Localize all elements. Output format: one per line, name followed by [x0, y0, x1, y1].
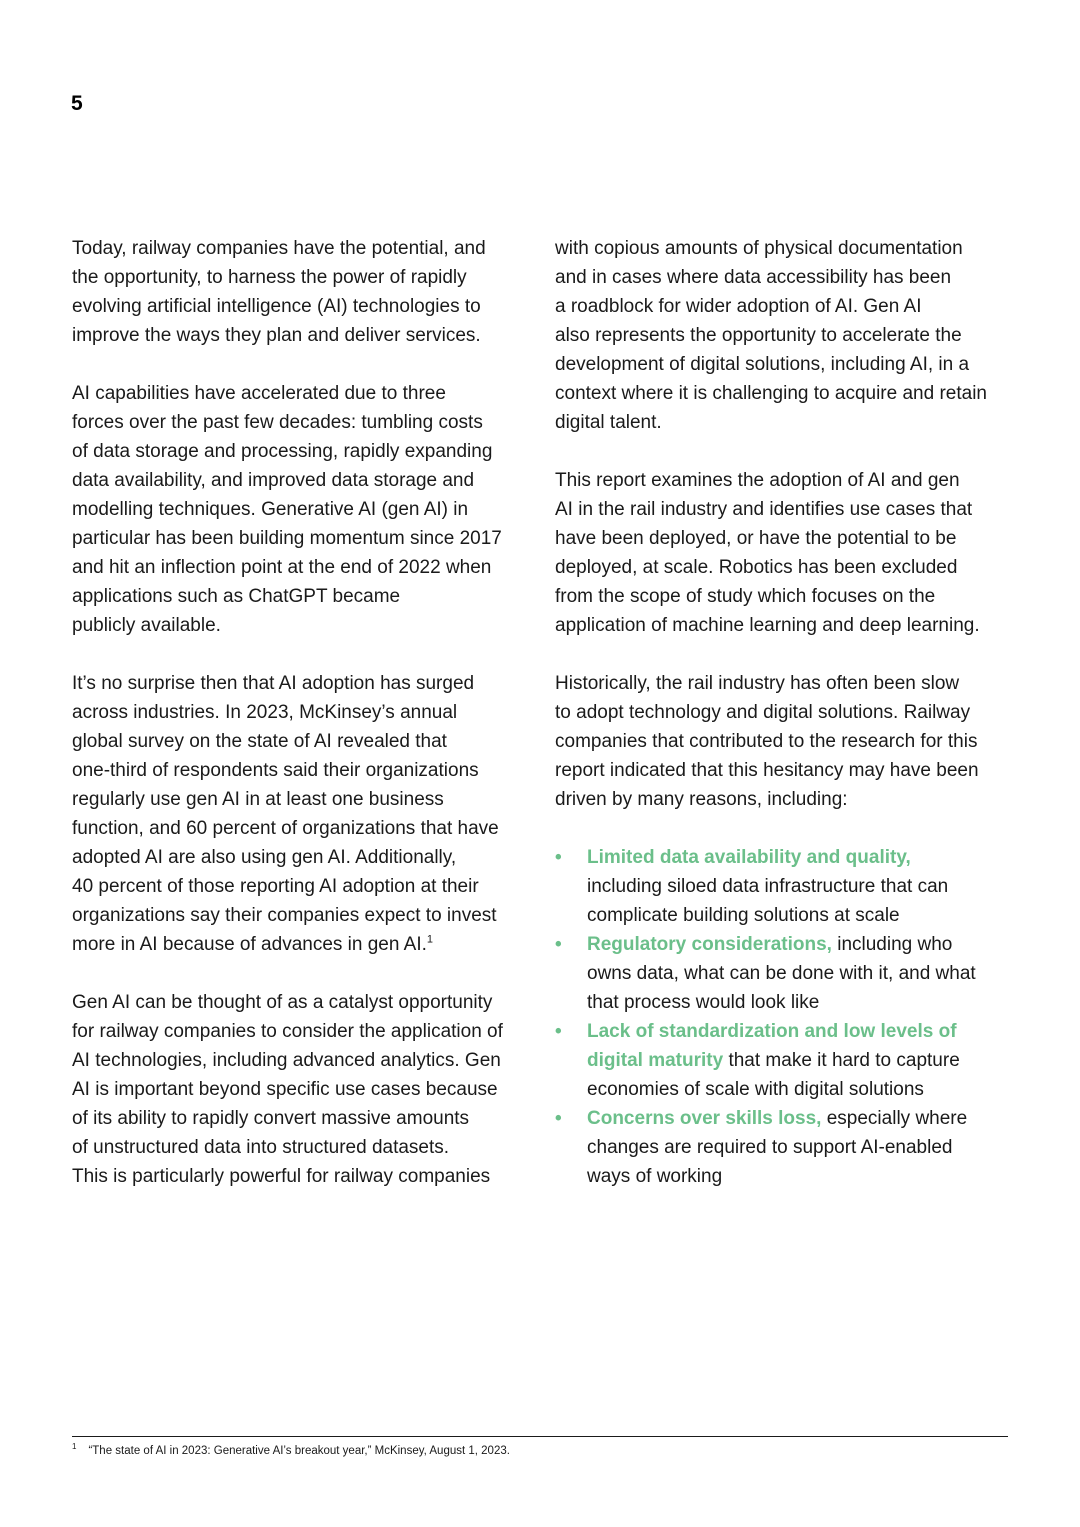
text-line — [587, 930, 1015, 959]
text-segment: more in AI because of advances in gen AI. — [72, 934, 427, 955]
text-line: owns data, what can be done with it, and what — [587, 963, 976, 984]
bullet-icon: • — [555, 934, 562, 955]
footnote — [72, 1440, 510, 1458]
text-line: changes are required to support AI-enabled — [587, 1137, 953, 1158]
text-line: report indicated that this hesitancy may have been — [555, 760, 979, 781]
footnote-reference[interactable]: 1 — [426, 933, 434, 946]
bullet-icon: • — [555, 847, 562, 868]
text-line: Gen AI can be thought of as a catalyst opportunity — [72, 992, 493, 1013]
bullet-highlight: Lack of standardization and low levels of — [587, 1021, 957, 1042]
text-line: organizations say their companies expect to invest — [72, 905, 497, 926]
text-segment: especially where — [821, 1108, 968, 1129]
text-line: This is particularly powerful for railway companies — [72, 1166, 491, 1187]
text-line: data availability, and improved data storage and — [72, 470, 475, 491]
text-line: function, and 60 percent of organizations that have — [72, 818, 499, 839]
bullet-item — [555, 1017, 1015, 1104]
text-line: across industries. In 2023, McKinsey’s annual — [72, 702, 458, 723]
footnote-text: “The state of AI in 2023: Generative AI’s breakout year,” McKinsey, August 1, 2023. — [88, 1444, 510, 1457]
text-line — [587, 1104, 1015, 1133]
text-line: for railway companies to consider the application of — [72, 1021, 503, 1042]
text-line: a roadblock for wider adoption of AI. Gen AI — [555, 296, 922, 317]
text-line: application of machine learning and deep learning. — [555, 615, 980, 636]
footnote-divider — [72, 1436, 1008, 1437]
text-line: forces over the past few decades: tumbling costs — [72, 412, 483, 433]
bullet-highlight: digital maturity — [587, 1050, 724, 1071]
text-line: of unstructured data into structured datasets. — [72, 1137, 450, 1158]
text-line: global survey on the state of AI revealed that — [72, 731, 447, 752]
text-line: particular has been building momentum since 2017 — [72, 528, 502, 549]
text-line: with copious amounts of physical documentation — [555, 238, 963, 259]
bullet-item — [555, 930, 1015, 1017]
text-line — [587, 843, 1015, 872]
right-paragraph-3 — [555, 669, 1015, 814]
text-line: publicly available. — [72, 615, 221, 636]
text-line: evolving artificial intelligence (AI) technologies to — [72, 296, 481, 317]
bullet-item — [555, 1104, 1015, 1191]
right-column — [555, 234, 1015, 1191]
left-paragraph-3 — [72, 669, 532, 959]
text-line — [72, 930, 532, 959]
text-segment: that make it hard to capture — [723, 1050, 960, 1071]
text-line: Historically, the rail industry has often been slow — [555, 673, 960, 694]
left-column — [72, 234, 532, 1220]
text-line: adopted AI are also using gen AI. Additionally, — [72, 847, 457, 868]
text-line: AI is important beyond specific use cases because — [72, 1079, 498, 1100]
right-paragraph-1 — [555, 234, 1015, 437]
left-paragraph-1 — [72, 234, 532, 350]
text-line: AI capabilities have accelerated due to three — [72, 383, 446, 404]
text-line: of its ability to rapidly convert massive amounts — [72, 1108, 470, 1129]
right-paragraph-2 — [555, 466, 1015, 640]
bullet-item — [555, 843, 1015, 930]
text-line: that process would look like — [587, 992, 820, 1013]
text-line: modelling techniques. Generative AI (gen AI) in — [72, 499, 469, 520]
text-line: have been deployed, or have the potential to be — [555, 528, 957, 549]
text-line: of data storage and processing, rapidly expanding — [72, 441, 493, 462]
text-line: context where it is challenging to acquire and retain — [555, 383, 987, 404]
bullet-highlight: Concerns over skills loss, — [587, 1108, 822, 1129]
text-line: AI technologies, including advanced analytics. Gen — [72, 1050, 501, 1071]
text-line: improve the ways they plan and deliver services. — [72, 325, 481, 346]
text-line: including siloed data infrastructure that can — [587, 876, 949, 897]
text-segment: including who — [831, 934, 953, 955]
text-line: deployed, at scale. Robotics has been excluded — [555, 557, 958, 578]
text-line: 40 percent of those reporting AI adoption at their — [72, 876, 479, 897]
text-line: the opportunity, to harness the power of rapidly — [72, 267, 467, 288]
text-line: and in cases where data accessibility has been — [555, 267, 952, 288]
text-line: This report examines the adoption of AI and gen — [555, 470, 960, 491]
bullet-highlight: Limited data availability and quality, — [587, 847, 911, 868]
text-line: development of digital solutions, including AI, in a — [555, 354, 970, 375]
left-paragraph-2 — [72, 379, 532, 640]
footnote-number: 1 — [72, 1442, 77, 1451]
bullet-icon: • — [555, 1108, 562, 1129]
text-line: driven by many reasons, including: — [555, 789, 848, 810]
text-line: digital talent. — [555, 412, 662, 433]
text-line — [587, 1017, 1015, 1046]
text-line — [587, 1046, 1015, 1075]
bullet-icon: • — [555, 1021, 562, 1042]
page-number: 5 — [71, 92, 83, 115]
bullet-highlight: Regulatory considerations, — [587, 934, 832, 955]
text-line: regularly use gen AI in at least one business — [72, 789, 444, 810]
text-line: to adopt technology and digital solutions. Railway — [555, 702, 971, 723]
text-line: applications such as ChatGPT became — [72, 586, 401, 607]
text-line: Today, railway companies have the potential, and — [72, 238, 486, 259]
text-line: one-third of respondents said their organizations — [72, 760, 479, 781]
text-line: economies of scale with digital solutions — [587, 1079, 924, 1100]
left-paragraph-4 — [72, 988, 532, 1191]
text-line: also represents the opportunity to accelerate the — [555, 325, 962, 346]
text-line: companies that contributed to the research for this — [555, 731, 978, 752]
text-line: It’s no surprise then that AI adoption has surged — [72, 673, 475, 694]
text-line: from the scope of study which focuses on the — [555, 586, 936, 607]
text-line: ways of working — [587, 1166, 723, 1187]
text-line: and hit an inflection point at the end of 2022 when — [72, 557, 492, 578]
text-line: AI in the rail industry and identifies use cases that — [555, 499, 973, 520]
text-line: complicate building solutions at scale — [587, 905, 900, 926]
reasons-bullet-list — [555, 843, 1015, 1191]
